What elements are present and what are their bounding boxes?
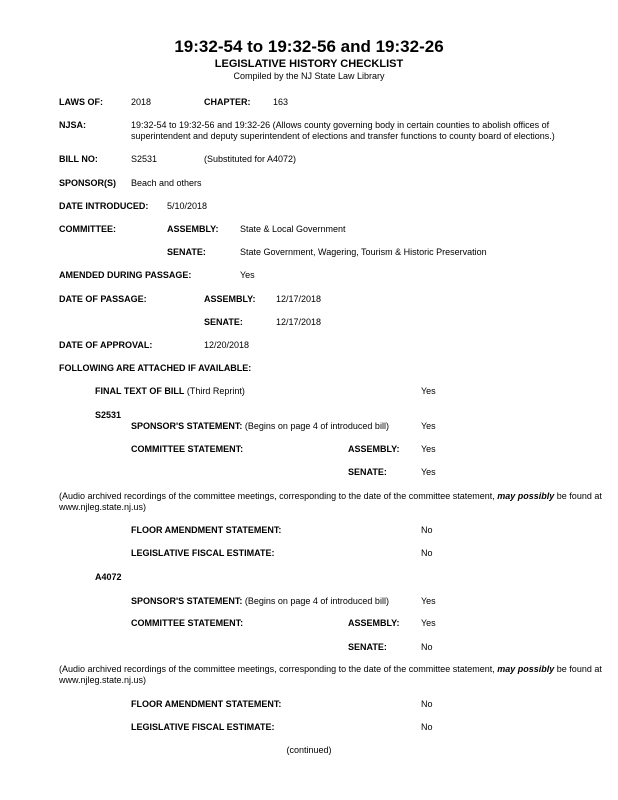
s2531-audio-note	[59, 491, 618, 513]
s2531-heading: S2531	[95, 410, 122, 420]
final-text-note: (Third Reprint)	[186, 386, 245, 396]
s2531-sponsor-label: SPONSOR'S STATEMENT:	[131, 421, 243, 431]
approval-value: 12/20/2018	[204, 340, 250, 350]
passage-senate-value: 12/17/2018	[276, 317, 322, 327]
s2531-senate-value: Yes	[421, 467, 436, 477]
a4072-audio-pre: (Audio archived recordings of the committee meetings, corresponding to the date of the committee statement,	[59, 664, 495, 674]
checklist-subtitle: LEGISLATIVE HISTORY CHECKLIST	[214, 58, 404, 70]
a4072-assembly-value: Yes	[421, 618, 436, 628]
passage-assembly-value: 12/17/2018	[276, 294, 322, 304]
final-text-row	[95, 386, 245, 397]
s2531-audio-em: may possibly	[497, 491, 555, 501]
committee-senate-label: SENATE:	[167, 247, 206, 257]
a4072-audio-em: may possibly	[497, 664, 555, 674]
s2531-assembly-value: Yes	[421, 444, 436, 454]
s2531-committee-label: COMMITTEE STATEMENT:	[131, 444, 244, 454]
attached-heading: FOLLOWING ARE ATTACHED IF AVAILABLE:	[59, 363, 252, 373]
chapter-label: CHAPTER:	[204, 97, 251, 107]
bill-value: S2531	[131, 154, 158, 164]
approval-label: DATE OF APPROVAL:	[59, 340, 153, 350]
a4072-fiscal-label: LEGISLATIVE FISCAL ESTIMATE:	[131, 722, 275, 732]
a4072-floor-value: No	[421, 699, 433, 709]
s2531-sponsor-row	[131, 421, 389, 432]
a4072-audio-note	[59, 664, 618, 686]
s2531-fiscal-value: No	[421, 548, 433, 558]
introduced-label: DATE INTRODUCED:	[59, 201, 149, 211]
a4072-senate-value: No	[421, 642, 433, 652]
s2531-sponsor-value: Yes	[421, 421, 436, 431]
njsa-text: 19:32-54 to 19:32-56 and 19:32-26 (Allows county governing body in certain counties to abolish offices of superintendent and deputy superintendent of elections and transfer functions to county board of elections.)	[131, 120, 555, 141]
s2531-audio-post: be found at www.njleg.state.nj.us)	[59, 491, 602, 512]
laws-value: 2018	[131, 97, 152, 107]
bill-note: (Substituted for A4072)	[204, 154, 297, 164]
s2531-floor-value: No	[421, 525, 433, 535]
s2531-fiscal-label: LEGISLATIVE FISCAL ESTIMATE:	[131, 548, 275, 558]
a4072-sponsor-label: SPONSOR'S STATEMENT:	[131, 596, 243, 606]
laws-label: LAWS OF:	[59, 97, 103, 107]
njsa-label: NJSA:	[59, 120, 87, 130]
s2531-assembly-label: ASSEMBLY:	[348, 444, 400, 454]
s2531-sponsor-note: (Begins on page 4 of introduced bill)	[244, 421, 389, 431]
a4072-sponsor-row	[131, 596, 389, 607]
a4072-sponsor-value: Yes	[421, 596, 436, 606]
a4072-assembly-label: ASSEMBLY:	[348, 618, 400, 628]
chapter-value: 163	[273, 97, 289, 107]
bill-label: BILL NO:	[59, 154, 98, 164]
a4072-audio-post: be found at www.njleg.state.nj.us)	[59, 664, 602, 685]
committee-assembly-value: State & Local Government	[240, 224, 346, 234]
amended-label: AMENDED DURING PASSAGE:	[59, 270, 192, 280]
passage-senate-label: SENATE:	[204, 317, 243, 327]
committee-assembly-label: ASSEMBLY:	[167, 224, 219, 234]
page-title: 19:32-54 to 19:32-56 and 19:32-26	[174, 37, 444, 56]
committee-label: COMMITTEE:	[59, 224, 116, 234]
s2531-floor-label: FLOOR AMENDMENT STATEMENT:	[131, 525, 282, 535]
amended-value: Yes	[240, 270, 255, 280]
a4072-heading: A4072	[95, 572, 122, 582]
a4072-sponsor-note: (Begins on page 4 of introduced bill)	[244, 596, 389, 606]
s2531-audio-pre: (Audio archived recordings of the committee meetings, corresponding to the date of the committee statement,	[59, 491, 495, 501]
final-text-value: Yes	[421, 386, 436, 396]
final-text-label: FINAL TEXT OF BILL	[95, 386, 185, 396]
s2531-senate-label: SENATE:	[348, 467, 387, 477]
a4072-fiscal-value: No	[421, 722, 433, 732]
a4072-senate-label: SENATE:	[348, 642, 387, 652]
a4072-committee-label: COMMITTEE STATEMENT:	[131, 618, 244, 628]
continued-note: (continued)	[286, 745, 332, 755]
introduced-value: 5/10/2018	[167, 201, 208, 211]
a4072-floor-label: FLOOR AMENDMENT STATEMENT:	[131, 699, 282, 709]
sponsor-value: Beach and others	[131, 178, 202, 188]
compiled-by: Compiled by the NJ State Law Library	[233, 71, 385, 81]
passage-assembly-label: ASSEMBLY:	[204, 294, 256, 304]
committee-senate-value: State Government, Wagering, Tourism & Historic Preservation	[240, 247, 487, 257]
sponsor-label: SPONSOR(S)	[59, 178, 117, 188]
passage-label: DATE OF PASSAGE:	[59, 294, 147, 304]
